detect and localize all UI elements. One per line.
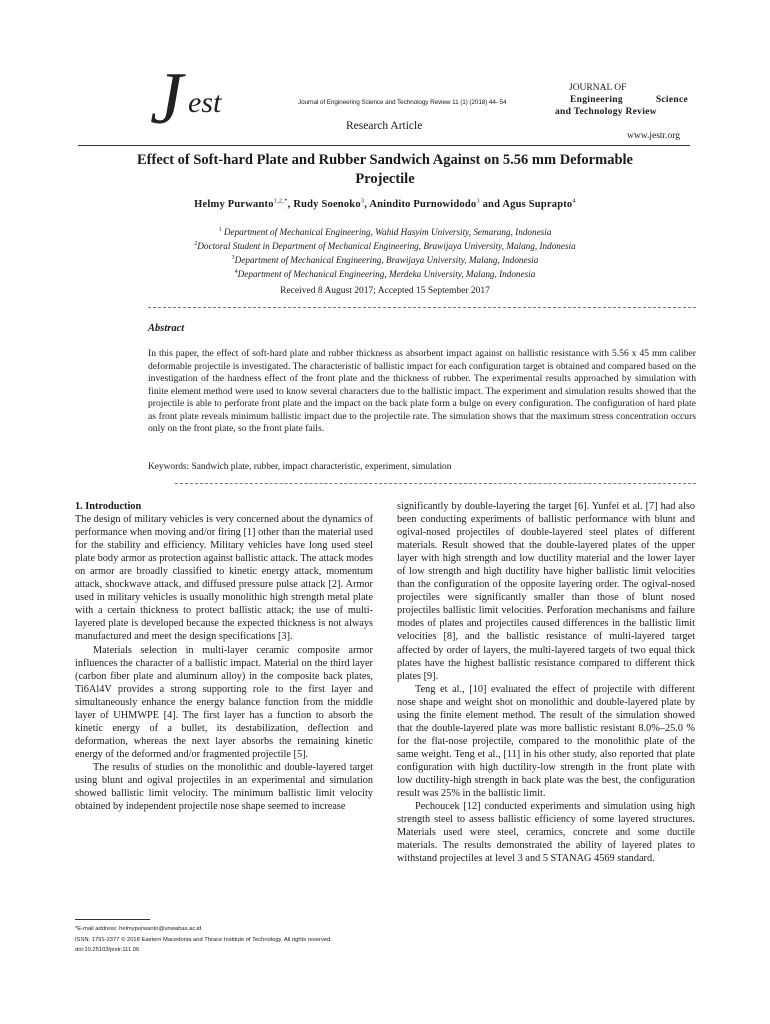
author-separator: and bbox=[479, 198, 503, 210]
footnote-email: *E-mail address: helmypurwanto@unwahas.ac.id bbox=[75, 926, 202, 932]
author-2 bbox=[293, 199, 369, 210]
affiliation-2 bbox=[150, 238, 620, 252]
author-sup: 3 bbox=[360, 197, 365, 204]
paragraph: The design of military vehicles is very concerned about the dynamics of performance when moving and/or firing [1] other than the material used for the stability and efficiency. Military vehicles have long used steel plate body armor as protection against ballistic attack. The attack modes on armor are broadly classified to kinetic energy attack, momentum attack, shockwave attack, and diffused pressure pulse attack [2]. Armor used in military vehicles is usually monolithic high strength metal plate with a certain thickness to protect ballistic attack; the use of multi-layered plate is developed because the expected thickness is not always manufactured and meet the design specifications [3]. bbox=[75, 514, 373, 643]
affiliation-text: Department of Mechanical Engineering, Brawijaya University, Malang, Indonesia bbox=[234, 255, 539, 266]
paragraph: Teng et al., [10] evaluated the effect of projectile with different nose shape and weight shot on monolithic and double-layered plate by using the finite element method. The result of the simulation showed that the double-layered plate was more ballistic resistant 8.0%–25.0 % for the flat-nose projectile, compared to the monolithic plate of the same weight. Teng et al., [11] in his other study, also reported that plate configuration with high ductility-low strength in the front plate with low ductility-high strength in back plate was the best, the configuration result was 25% in the ballistic limit. bbox=[397, 683, 695, 800]
author-1 bbox=[194, 199, 293, 210]
logo-initial: J bbox=[150, 58, 183, 140]
author-name: Anindito Purnowidodo bbox=[369, 198, 477, 210]
affiliation-text: Department of Mechanical Engineering, Wahid Hasyim University, Semarang, Indonesia bbox=[223, 227, 552, 238]
author-name: Helmy Purwanto bbox=[194, 198, 274, 210]
affiliation-1 bbox=[150, 224, 620, 238]
affiliation-sup: 1 bbox=[218, 227, 222, 233]
body-column-right bbox=[397, 500, 695, 865]
journal-line-2b: Science bbox=[655, 95, 688, 105]
affiliation-sup: 4 bbox=[234, 269, 238, 276]
journal-name-block bbox=[555, 82, 688, 118]
header-divider bbox=[78, 145, 690, 146]
paragraph: The results of studies on the monolithic and double-layered target using blunt and ogival projectiles in an experimental and simulation showed ballistic limit velocity. The minimum ballistic limit velocity obtained by independent projectile nose shape seemed to increase bbox=[75, 761, 373, 813]
article-type: Research Article bbox=[346, 120, 423, 132]
divider-dashed bbox=[175, 483, 696, 484]
journal-line-2 bbox=[555, 94, 688, 106]
author-separator: , bbox=[364, 198, 370, 210]
author-sup: 3 bbox=[476, 197, 480, 204]
footnotes bbox=[75, 924, 375, 956]
affiliation-3 bbox=[150, 252, 620, 266]
author-name: Rudy Soenoko bbox=[293, 198, 361, 210]
paper-title: Effect of Soft-hard Plate and Rubber Sandwich Against on 5.56 mm Deformable Projectile bbox=[137, 152, 633, 187]
author-sup: 4 bbox=[572, 197, 576, 204]
paragraph: significantly by double-layering the target [6]. Yunfei et al. [7] had also been conducting experiments of ballistic performance with blunt and ogival-nosed projectiles of double-layered steel plates of different materials. Result showed that the double-layered plates of the upper layer with high strength and low ductility material and the lower layer of low strength and high ductility have higher ballistic limit velocities than the configuration of the opposite layering order. The ogival-nosed projectiles were significantly smaller than those of blunt nosed projectiles ballistic limit velocities. Perforation mechanisms and failure modes of plates and projectiles caused differences in the ballistic limit velocities [8], and the ballistic resistance of multi-layered target affected by order of layers, the multi-layered targets of two equal thick plates have the highest ballistic resistance compared to different thick plates [9]. bbox=[397, 501, 695, 682]
keywords: Keywords: Sandwich plate, rubber, impact characteristic, experiment, simulation bbox=[148, 462, 452, 472]
journal-line-1: JOURNAL OF bbox=[569, 83, 627, 93]
author-name: Agus Suprapto bbox=[502, 198, 573, 210]
affiliation-text: Department of Mechanical Engineering, Merdeka University, Malang, Indonesia bbox=[237, 269, 536, 280]
footnote-doi: doi:10.25103/jestr.111.06 bbox=[75, 947, 140, 953]
body-column-left bbox=[75, 500, 373, 813]
footnote-issn: ISSN: 1791-2377 © 2018 Eastern Macedonia and Thrace Institute of Technology. All rights reserved. bbox=[75, 936, 332, 943]
author-separator: , bbox=[287, 198, 294, 210]
journal-website-link[interactable]: www.jestr.org bbox=[627, 131, 681, 141]
header-citation: Journal of Engineering Science and Technology Review 11 (1) (2018) 44- 54 bbox=[298, 99, 507, 106]
divider-dashed bbox=[148, 307, 696, 308]
author-3 bbox=[369, 199, 502, 210]
journal-line-3: and Technology Review bbox=[555, 107, 657, 117]
paragraph: Pechoucek [12] conducted experiments and simulation using high strength steel to assess ballistic efficiency of some layered structures. Materials used were steel, ceramics, concrete and some ductile materials. The results demonstrated the ability of layered plates to withstand projectiles at level 3 and 5 STANAG 4569 standard. bbox=[397, 801, 695, 865]
affiliation-text: Doctoral Student in Department of Mechanical Engineering, Brawijaya University, Malang, Indonesia bbox=[197, 241, 576, 252]
journal-line-2a: Engineering bbox=[570, 95, 623, 105]
abstract-text: In this paper, the effect of soft-hard plate and rubber thickness as absorbent impact against on ballistic resistance with 5.56 x 45 mm caliber deformable projectile is investigated. The characteristic of ballistic impact for each configuration target is obtained and compared based on the investigation of the hardness effect of the front plate and the thickness of rubber. The experimental results approached by simulation with finite element method were used to know several characters due to the ballistic impact. The experiment and simulation results showed that the projectile is able to perforate front plate and the impact on the back plate form a bulge on every configuration. The configuration of hard plate as front plate reveals minimum ballistic impact due to the projectile rate. The simulation shows that the maximum stress concentration occurs only on the front plate, so the front plate fails. bbox=[148, 348, 696, 434]
footnote-rule bbox=[75, 919, 150, 920]
abstract-heading: Abstract bbox=[148, 323, 185, 334]
affiliation-4 bbox=[150, 266, 620, 280]
affiliations bbox=[150, 224, 620, 280]
author-4 bbox=[502, 199, 575, 210]
author-sup: 1,2,* bbox=[273, 197, 288, 204]
author-list bbox=[90, 197, 680, 210]
paragraph: Materials selection in multi-layer ceramic composite armor influences the character of a ballistic impact. Material on the third layer (carbon fiber plate and aluminum alloy) in the composite back plates, Ti6Al4V provides a strong supporting role to the first layer and simultaneously enhance the energy balance function from the middle layer of UHMWPE [4]. The first layer has a function to absorb the kinetic energy of a bullet, its destabilization, deflection and deformation, whereas the next layer absorbs the remaining kinetic energy of the deformed and/or fragmented projectile [5]. bbox=[75, 644, 373, 760]
affiliation-sup: 2 bbox=[194, 241, 198, 248]
journal-logo-rest: est bbox=[188, 86, 222, 119]
section-heading: 1. Introduction bbox=[75, 501, 142, 512]
affiliation-sup: 3 bbox=[231, 255, 235, 262]
journal-logo bbox=[150, 58, 183, 140]
received-dates: Received 8 August 2017; Accepted 15 September 2017 bbox=[280, 286, 490, 296]
